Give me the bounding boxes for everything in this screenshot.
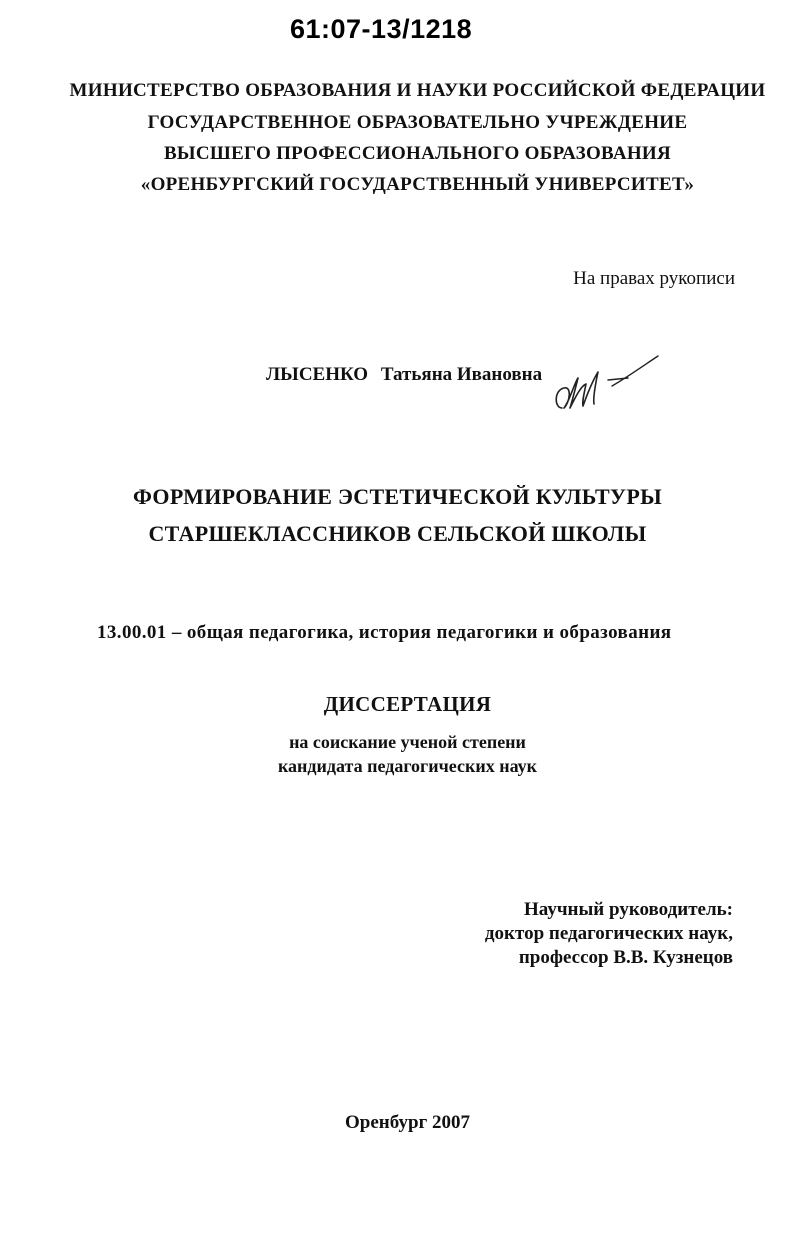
city-year: Оренбург 2007 xyxy=(345,1112,470,1133)
dissertation-title-line-2: СТАРШЕКЛАССНИКОВ СЕЛЬСКОЙ ШКОЛЫ xyxy=(148,521,647,546)
degree-line-2: кандидата педагогических наук xyxy=(277,756,538,776)
institution-line-higher: ВЫСШЕГО ПРОФЕССИОНАЛЬНОГО ОБРАЗОВАНИЯ xyxy=(163,143,672,164)
author-given-names: Татьяна Ивановна xyxy=(380,364,543,385)
institution-line-state: ГОСУДАРСТВЕННОЕ ОБРАЗОВАТЕЛЬНО УЧРЕЖДЕНИЕ xyxy=(147,112,688,133)
dissertation-title-line-1: ФОРМИРОВАНИЕ ЭСТЕТИЧЕСКОЙ КУЛЬТУРЫ xyxy=(132,484,663,509)
supervisor-name: профессор В.В. Кузнецов xyxy=(518,947,733,968)
institution-line-university: «ОРЕНБУРГСКИЙ ГОСУДАРСТВЕННЫЙ УНИВЕРСИТЕТ» xyxy=(140,174,695,195)
handwritten-signature xyxy=(548,350,668,420)
supervisor-degree: доктор педагогических наук, xyxy=(484,923,733,944)
specialty-code: 13.00.01 – общая педагогика, история педагогики и образования xyxy=(97,622,672,643)
author-surname: ЛЫСЕНКО xyxy=(266,364,369,385)
library-shelfmark: 61:07-13/1218 xyxy=(290,14,473,44)
supervisor-heading: Научный руководитель: xyxy=(524,899,733,920)
degree-line-1: на соискание ученой степени xyxy=(289,732,526,752)
author-name xyxy=(266,364,542,386)
institution-line-ministry: МИНИСТЕРСТВО ОБРАЗОВАНИЯ И НАУКИ РОССИЙСКОЙ ФЕДЕРАЦИИ xyxy=(69,80,766,101)
document-type: ДИССЕРТАЦИЯ xyxy=(323,692,492,716)
rights-note: На правах рукописи xyxy=(573,268,735,289)
